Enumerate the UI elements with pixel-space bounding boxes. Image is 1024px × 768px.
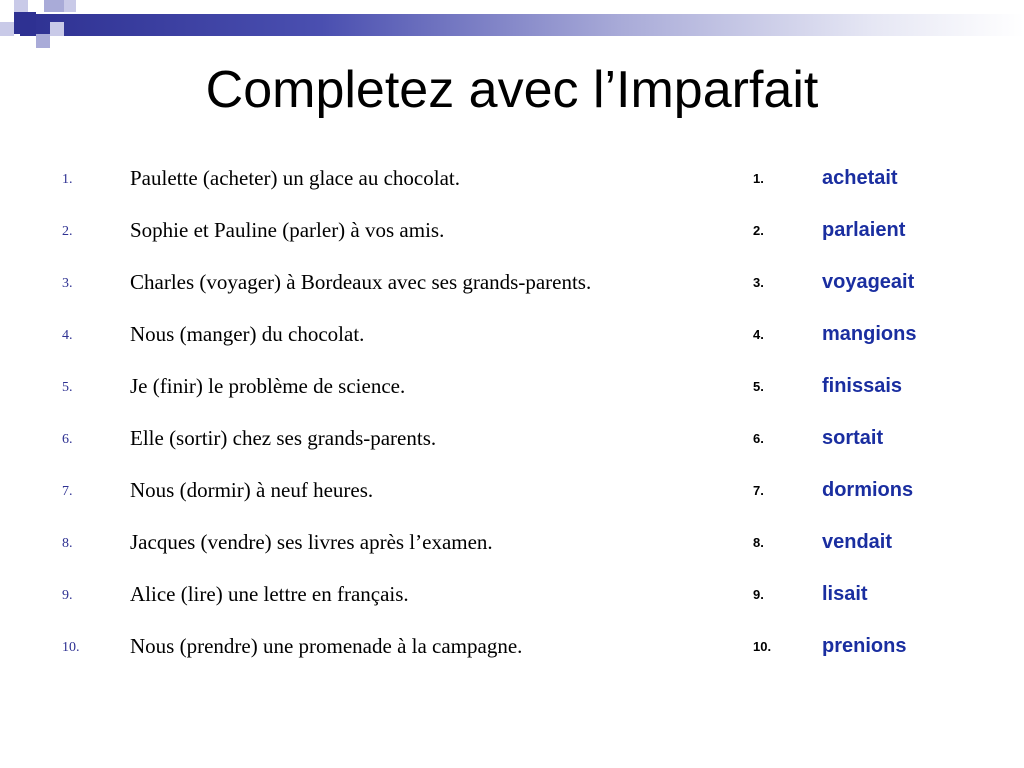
answer-text: lisait [822,583,868,605]
answer-text: vendait [822,531,893,553]
question-number: 5. [62,380,73,395]
question-text: Nous (dormir) à neuf heures. [130,478,374,502]
answer-text: dormions [822,479,914,501]
answer-text: achetait [822,167,898,189]
answer-text: prenions [822,635,907,657]
question-item [40,576,720,628]
answer-item [740,628,1010,680]
question-item [40,160,720,212]
question-number: 10. [62,640,80,655]
question-number: 1. [62,172,73,187]
question-text: Nous (prendre) une promenade à la campagne. [130,634,523,658]
answer-item [740,316,1010,368]
answer-item [740,264,1010,316]
question-text: Alice (lire) une lettre en français. [130,582,409,606]
question-number: 9. [62,588,73,603]
question-text: Paulette (acheter) un glace au chocolat. [130,166,460,190]
question-list [40,160,720,680]
header-square-decoration [0,22,14,36]
header-square-decoration [36,34,50,48]
question-item [40,212,720,264]
answer-number: 10. [753,639,772,654]
question-item [40,472,720,524]
answer-number: 9. [753,587,764,602]
header-square-decoration [64,0,76,12]
answer-text: parlaient [822,219,906,241]
answer-list [740,160,1010,680]
answer-item [740,420,1010,472]
question-item [40,368,720,420]
answer-number: 1. [753,171,764,186]
answer-item [740,524,1010,576]
answer-text: voyageait [822,271,915,293]
header-square-decoration [14,0,28,12]
answer-number: 5. [753,379,764,394]
answer-number: 3. [753,275,764,290]
answer-item [740,212,1010,264]
question-item [40,420,720,472]
slide-title: Completez avec l’Imparfait [205,61,819,119]
header-square-decoration [14,12,36,34]
answer-item [740,160,1010,212]
header-square-decoration [50,22,64,36]
question-item [40,264,720,316]
header-gradient-band [20,14,1024,36]
question-item [40,524,720,576]
answer-item [740,368,1010,420]
answer-item [740,472,1010,524]
question-text: Elle (sortir) chez ses grands-parents. [130,426,437,450]
header-square-decoration [44,0,64,12]
answer-number: 8. [753,535,764,550]
question-text: Je (finir) le problème de science. [130,374,406,398]
answer-text: sortait [822,427,884,449]
question-text: Sophie et Pauline (parler) à vos amis. [130,218,445,242]
question-number: 2. [62,224,73,239]
answer-number: 6. [753,431,764,446]
question-number: 3. [62,276,73,291]
question-text: Nous (manger) du chocolat. [130,322,365,346]
question-text: Charles (voyager) à Bordeaux avec ses grands-parents. [130,270,592,294]
question-number: 8. [62,536,73,551]
question-item [40,628,720,680]
answer-number: 7. [753,483,764,498]
question-item [40,316,720,368]
answer-item [740,576,1010,628]
answer-number: 4. [753,327,764,342]
answer-text: finissais [822,375,903,397]
answer-text: mangions [822,323,917,345]
question-number: 6. [62,432,73,447]
question-text: Jacques (vendre) ses livres après l’examen. [130,530,493,554]
answer-number: 2. [753,223,764,238]
question-number: 4. [62,328,73,343]
question-number: 7. [62,484,73,499]
